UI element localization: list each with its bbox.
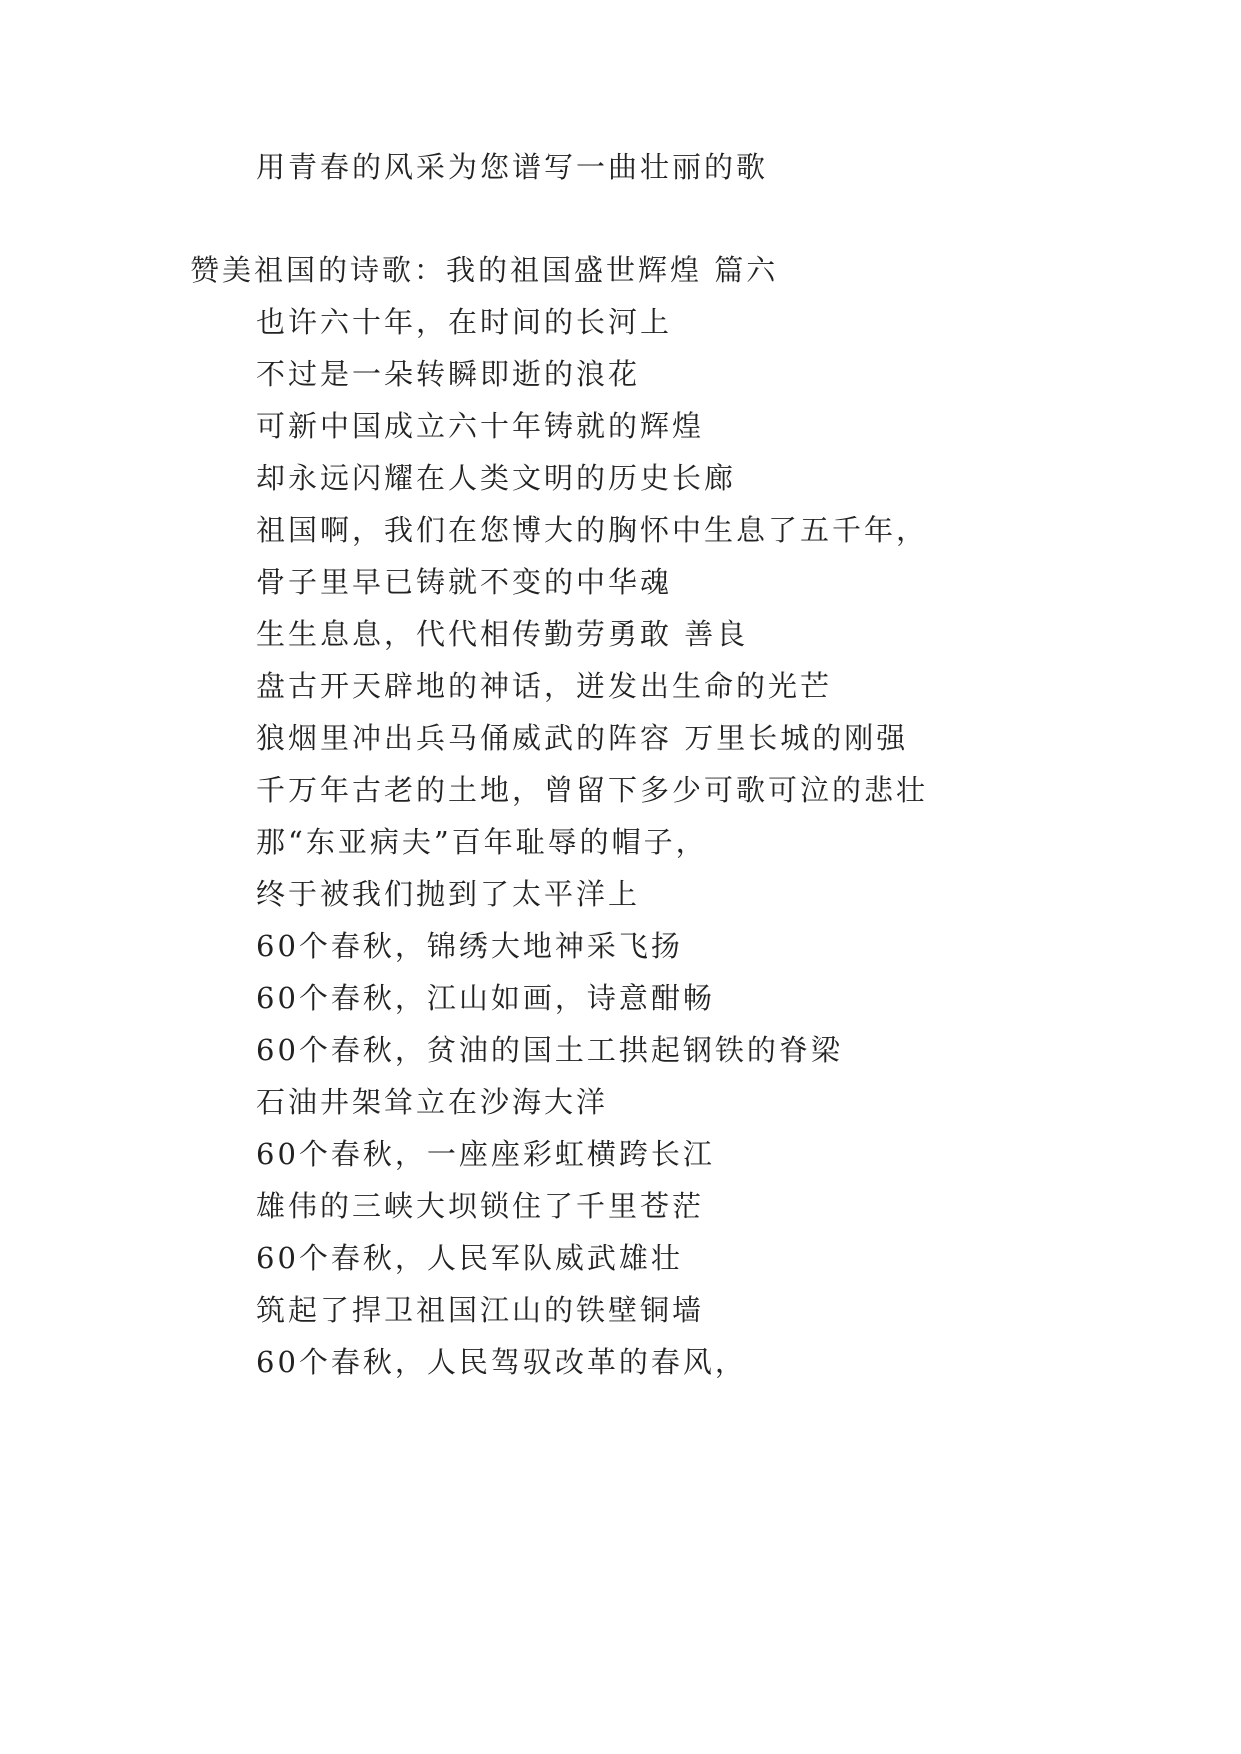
poem-line: 60个春秋，人民驾驭改革的春风， [256,1345,747,1379]
poem-line: 狼烟里冲出兵马俑威武的阵容 万里长城的刚强 [256,721,909,755]
top-line: 用青春的风采为您谱写一曲壮丽的歌 [256,150,769,184]
section-heading: 赞美祖国的诗歌：我的祖国盛世辉煌 篇六 [190,253,779,287]
poem-line: 那“东亚病夫”百年耻辱的帽子， [256,825,708,859]
poem-line: 祖国啊，我们在您博大的胸怀中生息了五千年， [256,513,929,547]
poem-line: 千万年古老的土地，曾留下多少可歌可泣的悲壮 [256,773,929,807]
poem-line: 60个春秋，锦绣大地神采飞扬 [256,929,683,963]
poem-line: 终于被我们抛到了太平洋上 [256,877,641,911]
poem-line: 也许六十年，在时间的长河上 [256,305,673,339]
poem-line: 石油井架耸立在沙海大洋 [256,1085,609,1119]
poem-line: 60个春秋，江山如画，诗意酣畅 [256,981,715,1015]
poem-line: 筑起了捍卫祖国江山的铁壁铜墙 [256,1293,705,1327]
poem-line: 盘古开天辟地的神话，迸发出生命的光芒 [256,669,833,703]
poem-line: 不过是一朵转瞬即逝的浪花 [256,357,641,391]
poem-line: 60个春秋，贫油的国土工拱起钢铁的脊梁 [256,1033,843,1067]
poem-line: 可新中国成立六十年铸就的辉煌 [256,409,705,443]
poem-line: 却永远闪耀在人类文明的历史长廊 [256,461,737,495]
poem-line: 60个春秋，人民军队威武雄壮 [256,1241,683,1275]
poem-line: 雄伟的三峡大坝锁住了千里苍茫 [256,1189,705,1223]
poem-line: 骨子里早已铸就不变的中华魂 [256,565,673,599]
poem-line: 生生息息，代代相传勤劳勇敢 善良 [256,617,749,651]
poem-line: 60个春秋，一座座彩虹横跨长江 [256,1137,715,1171]
